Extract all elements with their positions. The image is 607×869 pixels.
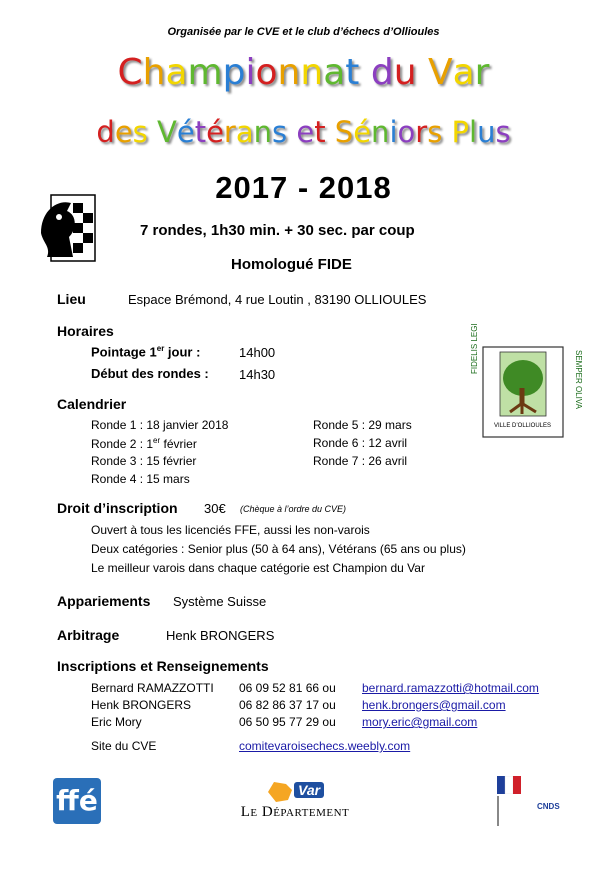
arbitrage-value: Henk BRONGERS <box>166 628 275 643</box>
contact-name: Eric Mory <box>91 715 142 729</box>
inscription-amount: 30€ <box>204 501 226 516</box>
cnds-text: CNDS <box>537 802 560 811</box>
departement-text: Le Département <box>240 804 350 820</box>
contact-phone: 06 82 86 37 17 ou <box>239 698 336 712</box>
fide-homologation: Homologué FIDE <box>231 256 352 273</box>
var-departement-logo <box>236 780 354 824</box>
ronde-2: Ronde 2 : 1er février <box>91 436 197 451</box>
appariements-label: Appariements <box>57 593 151 609</box>
organizer-line: Organisée par le CVE et le club d’échecs d’Ollioules <box>167 26 440 38</box>
appariements-value: Système Suisse <box>173 594 267 609</box>
calendrier-label: Calendrier <box>57 396 127 412</box>
contact-name: Bernard RAMAZZOTTI <box>91 681 214 695</box>
site-link[interactable]: comitevaroisechecs.weebly.com <box>239 739 411 753</box>
contacts-label: Inscriptions et Renseignements <box>57 658 269 674</box>
cnds-logo <box>497 776 569 826</box>
title-line2: des Vétérans et Séniors Plus <box>96 115 511 149</box>
ronde-7: Ronde 7 : 26 avril <box>313 454 408 468</box>
ollioules-town: VILLE D’OLLIOULES <box>494 423 552 429</box>
var-map-icon <box>266 780 294 804</box>
title-line1: Championnat du Var <box>117 52 490 93</box>
arbitrage-label: Arbitrage <box>57 627 120 643</box>
ronde-5: Ronde 5 : 29 mars <box>313 418 412 432</box>
inscription-note: (Chèque à l’ordre du CVE) <box>240 504 347 514</box>
pointage-time: 14h00 <box>239 345 276 360</box>
ronde-4: Ronde 4 : 15 mars <box>91 472 190 486</box>
contact-email-link[interactable]: henk.brongers@gmail.com <box>362 698 506 712</box>
motto-left: FIDELIS LEGI <box>470 323 479 374</box>
inscription-line1: Ouvert à tous les licenciés FFE, aussi les non-varois <box>91 523 370 537</box>
ffe-logo <box>53 778 101 824</box>
ministry-text-block <box>497 796 533 826</box>
site-label: Site du CVE <box>91 739 157 753</box>
pointage-label: Pointage 1er jour : <box>91 344 201 360</box>
var-logo-text: Var <box>294 782 324 798</box>
contact-phone: 06 50 95 77 29 ou <box>239 715 336 729</box>
ronde-1: Ronde 1 : 18 janvier 2018 <box>91 418 229 432</box>
chess-club-logo <box>37 193 97 263</box>
lieu-value: Espace Brémond, 4 rue Loutin , 83190 OLLIOULES <box>128 292 427 307</box>
inscription-line2: Deux catégories : Senior plus (50 à 64 ans), Vétérans (65 ans ou plus) <box>91 542 466 556</box>
lieu-label: Lieu <box>57 291 86 307</box>
season: 2017 - 2018 <box>215 170 392 205</box>
ronde-6: Ronde 6 : 12 avril <box>313 436 408 450</box>
motto-right: SEMPER OLIVA <box>574 350 583 409</box>
ronde-3: Ronde 3 : 15 février <box>91 454 197 468</box>
contact-email-link[interactable]: mory.eric@gmail.com <box>362 715 478 729</box>
contact-phone: 06 09 52 81 66 ou <box>239 681 336 695</box>
contact-email-link[interactable]: bernard.ramazzotti@hotmail.com <box>362 681 539 695</box>
contact-name: Henk BRONGERS <box>91 698 192 712</box>
inscription-line3: Le meilleur varois dans chaque catégorie est Champion du Var <box>91 561 425 575</box>
ffe-logo-text: ffé <box>56 784 98 817</box>
debut-label: Début des rondes : <box>91 366 209 381</box>
inscription-label: Droit d’inscription <box>57 500 178 516</box>
horaires-label: Horaires <box>57 323 114 339</box>
marianne-flag-icon <box>497 776 521 794</box>
tournament-format: 7 rondes, 1h30 min. + 30 sec. par coup <box>140 222 415 239</box>
debut-time: 14h30 <box>239 367 276 382</box>
